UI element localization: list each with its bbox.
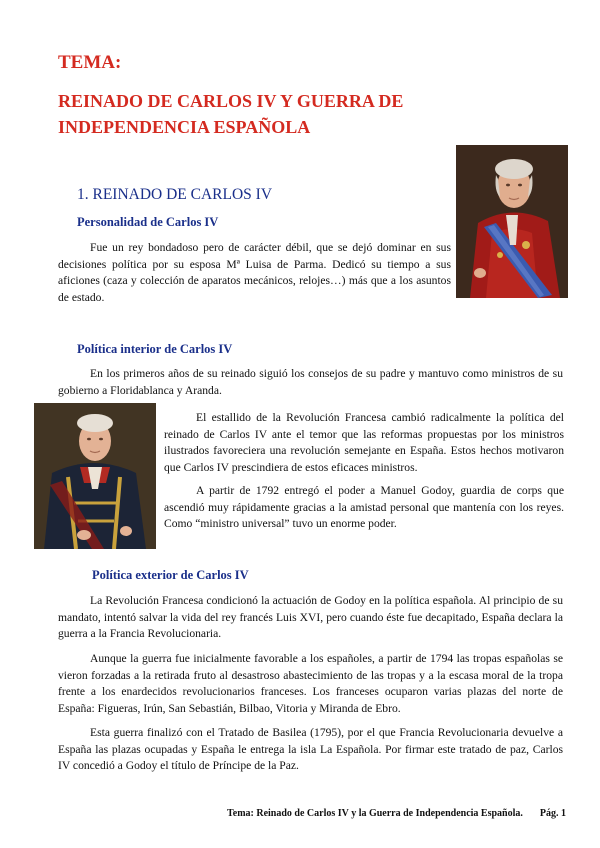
- page-title: REINADO DE CARLOS IV Y GUERRA DE INDEPENDENCIA ESPAÑOLA: [58, 91, 404, 137]
- paragraph-interior-2: El estallido de la Revolución Francesa cambió radicalmente la política del reinado de Carlos IV ante el temor que las reformas propuestas por los ministros ilustrados favoreciera una revolución semejante en España. Estos hechos motivaron que Carlos IV prescindiera de estos eficaces ministros.: [164, 411, 564, 474]
- page-number: Pág. 1: [539, 808, 566, 819]
- subheading-politica-exterior: Política exterior de Carlos IV: [92, 568, 249, 582]
- paragraph-exterior-1: La Revolución Francesa condicionó la actuación de Godoy en la política española. Al principio de su mandato, intentó salvar la vida del rey francés Luis XVI, pero cuando éste fue decapitado, España declara la guerra a la Francia Revolucionaria.: [58, 594, 563, 641]
- subheading-personalidad: Personalidad de Carlos IV: [77, 215, 219, 229]
- paragraph-interior-1: En los primeros años de su reinado siguió los consejos de su padre y mantuvo como ministros de su gobierno a Floridablanca y Aranda.: [58, 367, 563, 397]
- portrait-carlos-iv: [456, 145, 568, 298]
- paragraph-exterior-2: Aunque la guerra fue inicialmente favorable a los españoles, a partir de 1794 las tropas españolas se vieron forzadas a la retirada fruto al desastroso abastecimiento de las tropas y a la escasa moral de la tropa frente a los enardecidos revolucionarios franceses. Los franceses ocuparon varias plazas del norte de España: Figueras, Irún, San Sebastián, Bilbao, Vitoria y Miranda de Ebro.: [58, 652, 563, 715]
- section-heading: 1. REINADO DE CARLOS IV: [77, 186, 273, 203]
- portrait-manuel-godoy: [34, 403, 156, 549]
- page-footer: [227, 808, 566, 819]
- subheading-politica-interior: Política interior de Carlos IV: [77, 342, 233, 356]
- paragraph-exterior-3: Esta guerra finalizó con el Tratado de Basilea (1795), por el que Francia Revolucionaria devuelve a España las plazas ocupadas y España le entrega la isla La Española. Por firmar este tratado de paz, Carlos IV concedió a Godoy el título de Príncipe de la Paz.: [58, 726, 563, 773]
- footer-text: Tema: Reinado de Carlos IV y la Guerra de Independencia Española.: [227, 808, 523, 819]
- tema-label: TEMA:: [58, 52, 122, 73]
- paragraph-interior-3: A partir de 1792 entregó el poder a Manuel Godoy, guardia de corps que ascendió muy rápidamente gracias a la amistad personal que mantenía con los reyes. Como “ministro universal” tuvo un enorme poder.: [164, 484, 564, 531]
- paragraph-personalidad: Fue un rey bondadoso pero de carácter débil, que se dejó dominar en sus decisiones política por su esposa Mª Luisa de Parma. Dedicó su tiempo a sus aficiones (caza y colección de aparatos mecánicos, relojes…) más que a los asuntos de estado.: [58, 241, 451, 304]
